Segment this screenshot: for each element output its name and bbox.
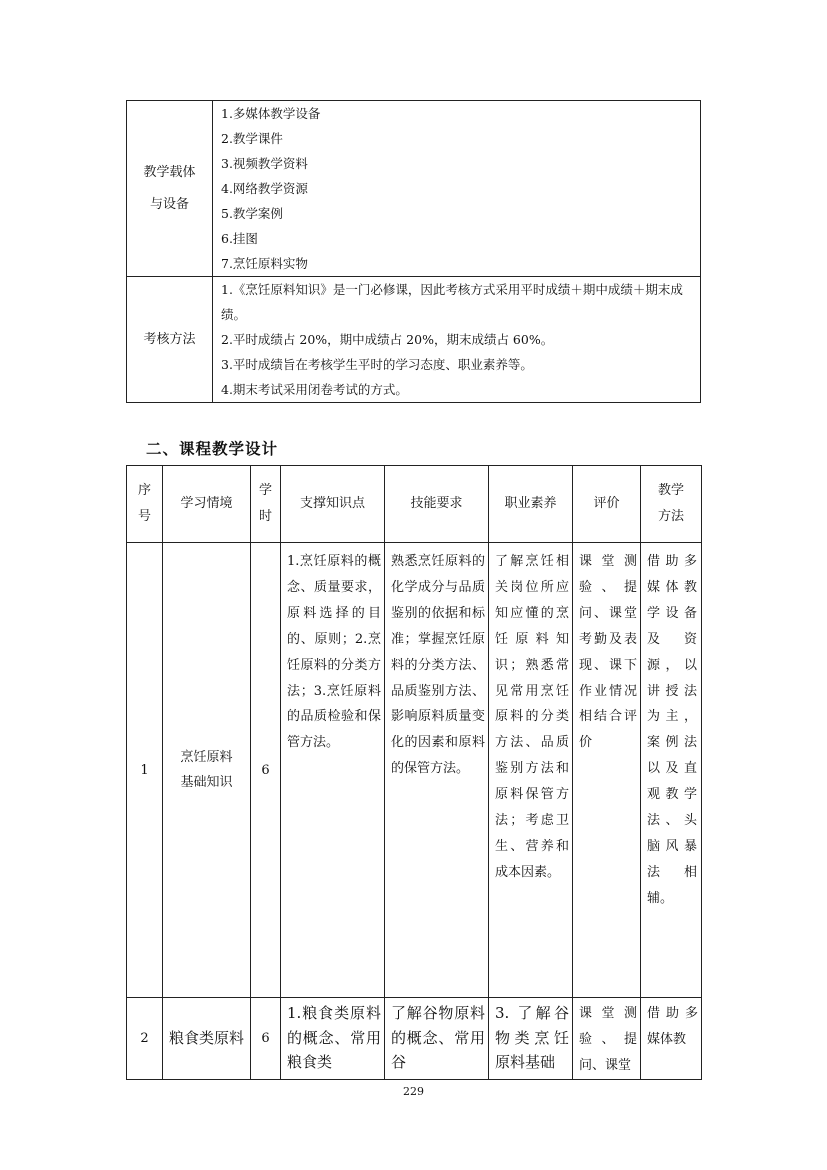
cell-hours: 6	[251, 543, 281, 998]
list-item: 2.平时成绩占 20%，期中成绩占 20%，期末成绩占 60%。	[221, 332, 554, 347]
list-item: 1.《烹饪原料知识》是一门必修课，因此考核方式采用平时成绩＋期中成绩＋期末成绩。	[221, 282, 683, 322]
cell-seq: 2	[127, 998, 163, 1080]
row-label-assessment: 考核方法	[127, 277, 213, 403]
page-number: 229	[403, 1085, 424, 1098]
cell-evaluation: 课堂测验、提问、课堂考勤及表现、课下作业情况相结合评价	[573, 543, 641, 998]
list-item: 5.教学案例	[221, 206, 283, 221]
row-label-teaching-equipment: 教学载体 与设备	[127, 101, 213, 277]
list-item: 1.多媒体教学设备	[221, 106, 321, 121]
cell-skills: 了解谷物原料的概念、常用谷	[385, 998, 489, 1080]
header-literacy: 职业素养	[489, 466, 573, 543]
cell-method: 借助多媒体教	[641, 998, 702, 1080]
list-item: 4.网络教学资源	[221, 181, 308, 196]
list-item: 6.挂图	[221, 231, 258, 246]
cell-knowledge: 1.粮食类原料的概念、常用粮食类	[281, 998, 385, 1080]
header-knowledge: 支撑知识点	[281, 466, 385, 543]
list-item: 2.教学课件	[221, 131, 283, 146]
cell-seq: 1	[127, 543, 163, 998]
table-row	[127, 543, 702, 998]
cell-situation: 粮食类原料	[163, 998, 251, 1080]
cell-hours: 6	[251, 998, 281, 1080]
table-header-row	[127, 466, 702, 543]
table-row	[127, 101, 701, 277]
header-evaluation: 评价	[573, 466, 641, 543]
table-row	[127, 277, 701, 403]
header-hours: 学 时	[251, 466, 281, 543]
header-skills: 技能要求	[385, 466, 489, 543]
cell-situation: 烹饪原料 基础知识	[163, 543, 251, 998]
list-item: 3.平时成绩旨在考核学生平时的学习态度、职业素养等。	[221, 357, 533, 372]
cell-method: 借助多媒体教学设备及资源，以讲授法为主，案例法以及直观教学法、头脑风暴法相辅。	[641, 543, 702, 998]
cell-evaluation: 课堂测验、提问、课堂	[573, 998, 641, 1080]
header-method: 教学 方法	[641, 466, 702, 543]
assessment-list	[213, 277, 701, 403]
section-title: 二、课程教学设计	[146, 440, 279, 458]
cell-skills: 熟悉烹饪原料的化学成分与品质鉴别的依据和标准；掌握烹饪原料的分类方法、品质鉴别方法、影响原料质量变化的因素和原料的保管方法。	[385, 543, 489, 998]
list-item: 3.视频教学资料	[221, 156, 308, 171]
course-design-table	[126, 465, 702, 1080]
list-item: 7.烹饪原料实物	[221, 256, 308, 271]
table-row	[127, 998, 702, 1080]
cell-literacy: 3. 了解谷物类烹饪原料基础	[489, 998, 573, 1080]
header-seq: 序 号	[127, 466, 163, 543]
cell-knowledge: 1.烹饪原料的概念、质量要求，原料选择的目的、原则；2.烹饪原料的分类方法；3.烹饪原料的品质检验和保管方法。	[281, 543, 385, 998]
list-item: 4.期末考试采用闭卷考试的方式。	[221, 382, 408, 397]
header-situation: 学习情境	[163, 466, 251, 543]
teaching-equipment-list	[213, 101, 701, 277]
cell-literacy: 了解烹饪相关岗位所应知应懂的烹饪原料知识；熟悉常见常用烹饪原料的分类方法、品质鉴别方法和原料保管方法；考虑卫生、营养和成本因素。	[489, 543, 573, 998]
course-info-table	[126, 100, 701, 403]
